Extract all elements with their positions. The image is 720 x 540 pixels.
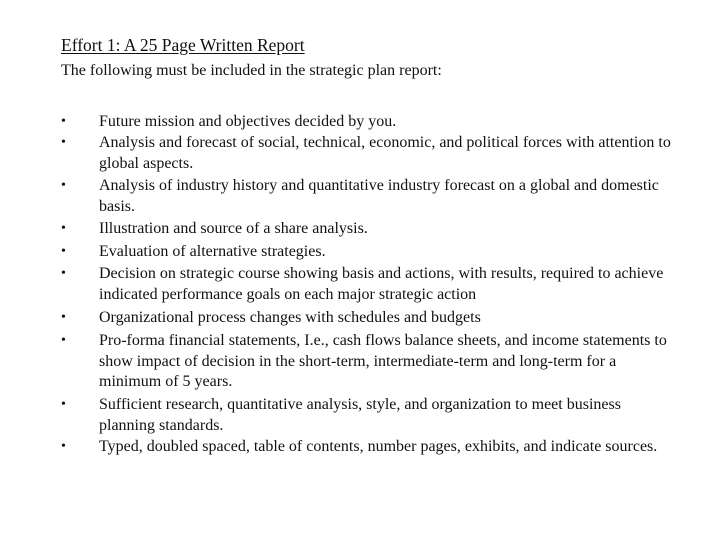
bullet-icon: • — [61, 333, 66, 348]
list-item-text: Analysis and forecast of social, technical, economic, and political forces with attention to global aspects. — [99, 134, 671, 172]
list-item-text: Analysis of industry history and quantitative industry forecast on a global and domestic basis. — [99, 177, 659, 215]
list-item-text: Illustration and source of a share analysis. — [99, 220, 368, 237]
list-item-text: Pro-forma financial statements, I.e., cash flows balance sheets, and income statements to show impact of decision in the short-term, intermediate-term and long-term for a minimum of 5 years. — [99, 332, 667, 390]
list-item-text: Typed, doubled spaced, table of contents, number pages, exhibits, and indicate sources. — [99, 438, 658, 455]
list-item-text: Organizational process changes with schedules and budgets — [99, 309, 481, 326]
list-item-text: Evaluation of alternative strategies. — [99, 243, 326, 260]
bullet-icon: • — [61, 178, 66, 193]
bullet-icon: • — [61, 397, 66, 412]
page-title: Effort 1: A 25 Page Written Report — [61, 35, 305, 55]
intro-text: The following must be included in the strategic plan report: — [61, 62, 442, 79]
bullet-icon: • — [61, 439, 66, 454]
list-item-text: Sufficient research, quantitative analysis, style, and organization to meet business planning standards. — [99, 396, 621, 434]
bullet-icon: • — [61, 266, 66, 281]
bullet-icon: • — [61, 114, 66, 129]
list-item-text: Future mission and objectives decided by you. — [99, 113, 397, 130]
bullet-icon: • — [61, 244, 66, 259]
bullet-icon: • — [61, 310, 66, 325]
bullet-icon: • — [61, 221, 66, 236]
bullet-icon: • — [61, 135, 66, 150]
list-item-text: Decision on strategic course showing basis and actions, with results, required to achieve indicated performance goals on each major strategic action — [99, 265, 664, 303]
